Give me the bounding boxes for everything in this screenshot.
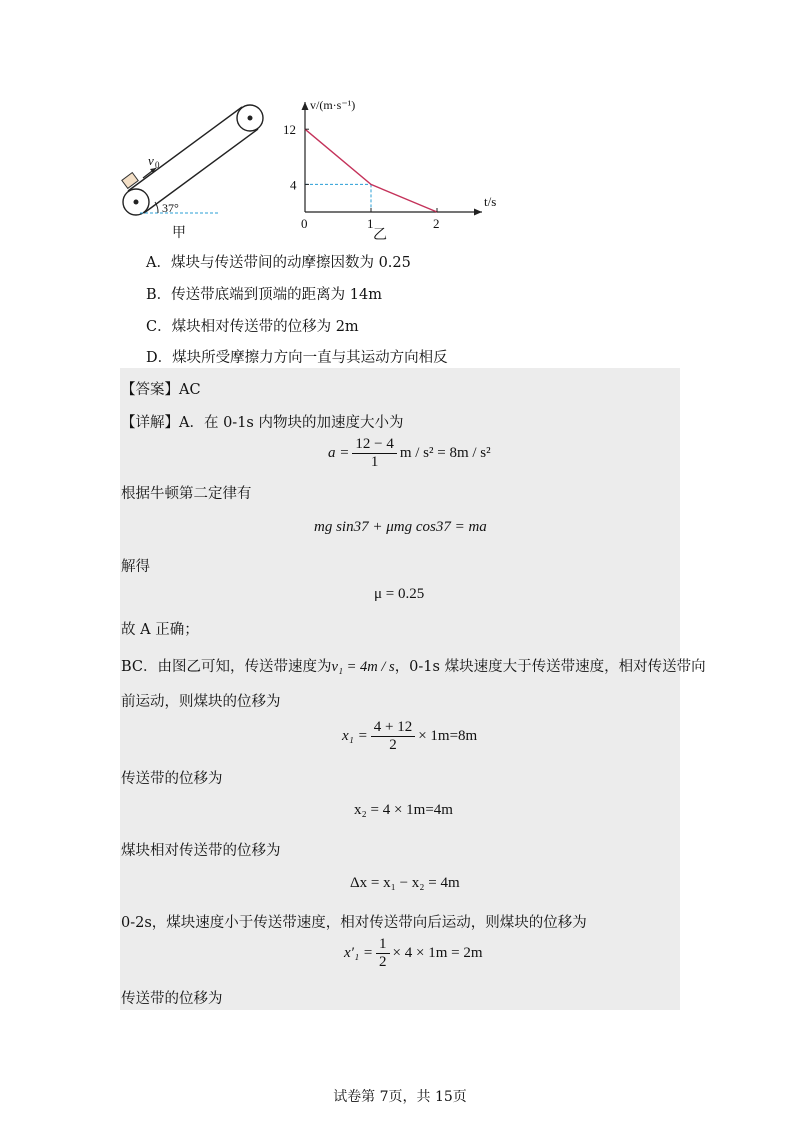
left-figure-label: 甲 <box>172 226 186 241</box>
text-belt-displacement-2: 传送带的位移为 <box>121 991 223 1007</box>
y-axis-arrow <box>302 102 309 110</box>
y-axis-label: v/(m·s⁻¹) <box>310 98 356 112</box>
x-tick-label-2: 2 <box>433 216 440 231</box>
x-axis-arrow <box>474 209 482 216</box>
text-solve: 解得 <box>121 559 150 575</box>
equation-x1-prime: x′₁ = $\frac{1}{2}$ × 4 × 1m = 2m <box>344 936 483 971</box>
text-newton: 根据牛顿第二定律有 <box>121 486 252 502</box>
option-c: C．煤块相对传送带的位移为 2m <box>146 319 359 335</box>
detail-intro: 【详解】A．在 0-1s 内物块的加速度大小为 <box>121 415 404 431</box>
conveyor-diagram <box>122 105 263 241</box>
problem-figure <box>110 92 530 242</box>
text-relative-displacement: 煤块相对传送带的位移为 <box>121 843 281 859</box>
x-axis-label: t/s <box>484 194 497 209</box>
right-figure-label: 乙 <box>373 228 387 242</box>
text-bc-line1: BC．由图乙可知，传送带速度为v₁ = 4m / s，0-1s 煤块速度大于传送带速度，相对传送带向 <box>121 659 706 675</box>
equation-delta-x: Δx = x₁ − x₂ = 4m <box>350 875 460 891</box>
page-footer: 试卷第 7页，共 15页 <box>333 1089 467 1105</box>
vt-chart <box>283 98 496 242</box>
text-bc-line2: 前运动，则煤块的位移为 <box>121 694 281 710</box>
text-a-correct: 故 A 正确； <box>121 622 199 638</box>
y-tick-label-12: 12 <box>283 122 296 138</box>
equation-x2: x₂ = 4 × 1m=4m <box>354 802 453 818</box>
chart-marks <box>283 122 440 231</box>
text-0-2s: 0-2s，煤块速度小于传送带速度，相对传送带向后运动，则煤块的位移为 <box>121 915 587 931</box>
equation-x1: x₁ = $\frac{4 + 12}{2}$ × 1m=8m <box>342 719 478 754</box>
x-tick-label-1: 1 <box>367 216 374 231</box>
belt-upper <box>128 107 242 191</box>
v0-label: v <box>148 153 154 168</box>
bottom-pulley-axle <box>134 200 139 205</box>
x-tick-label-0: 0 <box>301 216 308 231</box>
y-tick-label-4: 4 <box>290 177 297 193</box>
answer-line: 【答案】AC <box>121 382 201 398</box>
equation-acceleration: a = $\frac{12 - 4}{1}$ m / s² = 8m / s² <box>328 436 491 471</box>
v0-sub: 0 <box>155 160 160 170</box>
option-d: D．煤块所受摩擦力方向一直与其运动方向相反 <box>146 350 448 366</box>
angle-label: 37° <box>162 201 179 215</box>
option-b: B．传送带底端到顶端的距离为 14m <box>146 287 382 303</box>
option-a: A．煤块与传送带间的动摩擦因数为 0.25 <box>146 255 411 271</box>
top-pulley-axle <box>248 116 253 121</box>
equation-newton: mg sin37 + μmg cos37 = ma <box>314 519 487 535</box>
text-belt-displacement-1: 传送带的位移为 <box>121 771 223 787</box>
equation-mu: μ = 0.25 <box>374 586 425 602</box>
figure-svg <box>110 92 530 242</box>
